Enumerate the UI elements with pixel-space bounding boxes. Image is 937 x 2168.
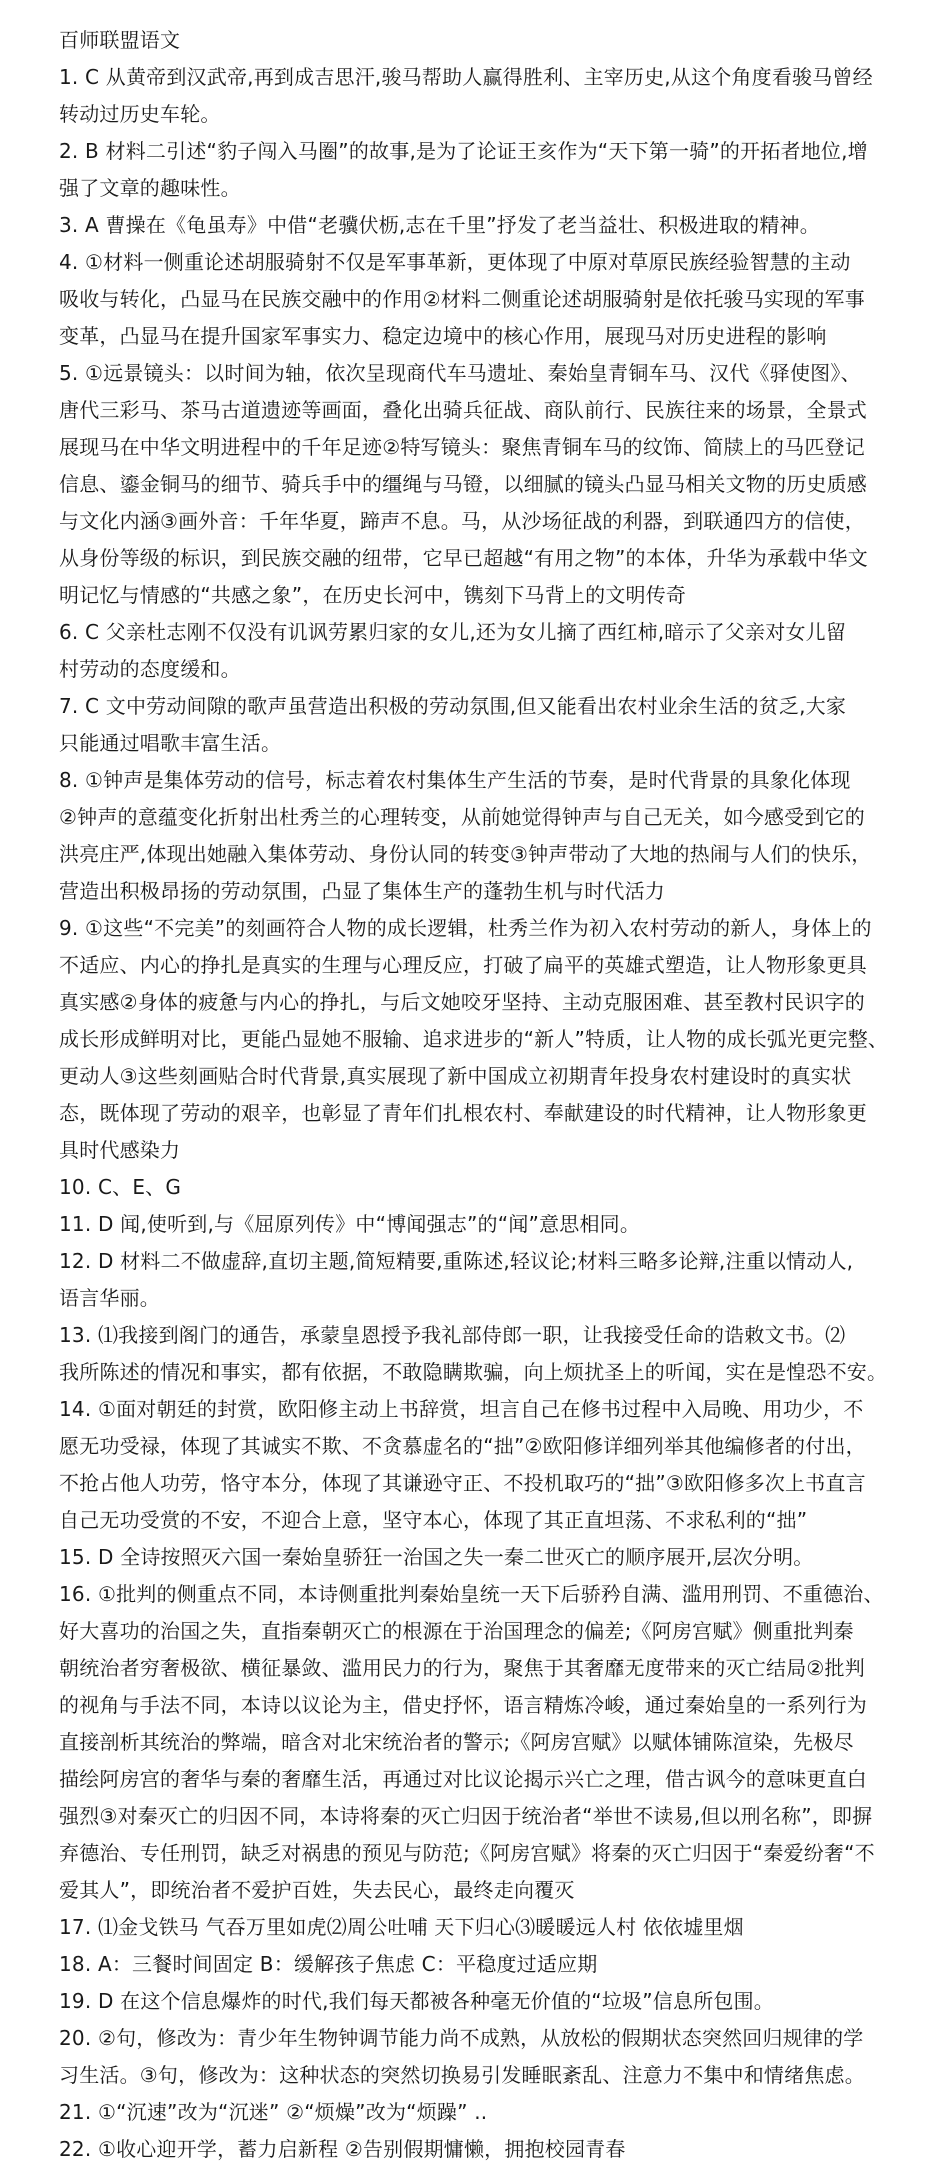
answer-item: [59, 910, 897, 1169]
answer-line: 朝统治者穷奢极欲、横征暴敛、滥用民力的行为，聚焦于其奢靡无度带来的灭亡结局②批判: [59, 1656, 865, 1680]
answer-item: [59, 133, 897, 207]
answer-item: [59, 1539, 897, 1576]
answer-line: 我所陈述的情况和事实，都有依据，不敢隐瞒欺骗，向上烦扰圣上的听闻，实在是惶恐不安。: [59, 1360, 888, 1384]
answer-item: [59, 355, 897, 614]
answer-item: [59, 1983, 897, 2020]
answer-line: 的视角与手法不同，本诗以议论为主，借史抒怀，语言精炼冷峻，通过秦始皇的一系列行为: [59, 1693, 867, 1717]
answer-line: 8. ①钟声是集体劳动的信号，标志着农村集体生产生活的节奏，是时代背景的具象化体现: [59, 768, 851, 792]
answer-item: [59, 1391, 897, 1539]
answer-line: 强了文章的趣味性。: [59, 176, 241, 200]
answer-item: [59, 1243, 897, 1317]
answer-line: 5. ①远景镜头：以时间为轴，依次呈现商代车马遗址、秦始皇青铜车马、汉代《驿使图》、: [59, 361, 861, 385]
answer-line: 转动过历史车轮。: [59, 102, 221, 126]
answer-line: 强烈③对秦灭亡的归因不同，本诗将秦的灭亡归因于统治者“举世不读易,但以刑名称”，即摒: [59, 1804, 873, 1828]
answer-line: 1. C 从黄帝到汉武帝,再到成吉思汗,骏马帮助人赢得胜利、主宰历史,从这个角度看骏马曾经: [59, 65, 873, 89]
answer-line: 4. ①材料一侧重论述胡服骑射不仅是军事革新，更体现了中原对草原民族经验智慧的主动: [59, 250, 851, 274]
answer-line: 成长形成鲜明对比，更能凸显她不服输、追求进步的“新人”特质，让人物的成长弧光更完整、: [59, 1027, 889, 1051]
answer-item: [59, 688, 897, 762]
answer-line: 洪亮庄严,体现出她融入集体劳动、身份认同的转变③钟声带动了大地的热闹与人们的快乐，: [59, 842, 872, 866]
answer-item: [59, 244, 897, 355]
answer-line: 弃德治、专任刑罚，缺乏对祸患的预见与防范;《阿房宫赋》将秦的灭亡归因于“秦爱纷奢“不: [59, 1841, 875, 1865]
answer-item: [59, 2131, 897, 2168]
answer-line: 2. B 材料二引述“豹子闯入马圈”的故事,是为了论证王亥作为“天下第一骑”的开拓者地位,增: [59, 139, 868, 163]
answer-item: [59, 1909, 897, 1946]
answer-line: 描绘阿房宫的奢华与秦的奢靡生活，再通过对比议论揭示兴亡之理，借古讽今的意味更直白: [59, 1767, 867, 1791]
answer-line: 态，既体现了劳动的艰辛，也彰显了青年们扎根农村、奉献建设的时代精神，让人物形象更: [59, 1101, 867, 1125]
answer-line: 14. ①面对朝廷的封赏，欧阳修主动上书辞赏，坦言自己在修书过程中入局晚、用功少，不: [59, 1397, 864, 1421]
answer-line: 更动人③这些刻画贴合时代背景,真实展现了新中国成立初期青年投身农村建设时的真实状: [59, 1064, 852, 1088]
answer-item: [59, 1169, 897, 1206]
answer-line: 6. C 父亲杜志刚不仅没有讥讽劳累归家的女儿,还为女儿摘了西红柿,暗示了父亲对女儿留: [59, 620, 847, 644]
answer-item: [59, 2094, 897, 2131]
answer-line: 16. ①批判的侧重点不同，本诗侧重批判秦始皇统一天下后骄矜自满、滥用刑罚、不重德治、: [59, 1582, 884, 1606]
answer-item: [59, 614, 897, 688]
answer-line: 19. D 在这个信息爆炸的时代,我们每天都被各种毫无价值的“垃圾”信息所包围。: [59, 1989, 775, 2013]
answer-line: 12. D 材料二不做虚辞,直切主题,简短精要,重陈述,轻议论;材料三略多论辩,注重以情动人,: [59, 1249, 854, 1273]
document-title: 百师联盟语文: [59, 28, 181, 52]
answer-line: 习生活。③句，修改为：这种状态的突然切换易引发睡眠紊乱、注意力不集中和情绪焦虑。: [59, 2063, 865, 2087]
answer-line: 不适应、内心的挣扎是真实的生理与心理反应，打破了扁平的英雄式塑造，让人物形象更具: [59, 953, 867, 977]
answer-line: 展现马在中华文明进程中的千年足迹②特写镜头：聚焦青铜车马的纹饰、简牍上的马匹登记: [59, 435, 865, 459]
answer-line: 语言华丽。: [59, 1286, 160, 1310]
answer-line: 吸收与转化，凸显马在民族交融中的作用②材料二侧重论述胡服骑射是依托骏马实现的军事: [59, 287, 865, 311]
answer-line: 真实感②身体的疲惫与内心的挣扎，与后文她咬牙坚持、主动克服困难、甚至教村民识字的: [59, 990, 865, 1014]
answer-line: 具时代感染力: [59, 1138, 181, 1162]
answer-line: 与文化内涵③画外音：千年华夏，蹄声不息。马，从沙场征战的利器，到联通四方的信使，: [59, 509, 865, 533]
answer-line: 好大喜功的治国之失，直指秦朝灭亡的根源在于治国理念的偏差;《阿房宫赋》侧重批判秦: [59, 1619, 854, 1643]
answer-item: [59, 1317, 897, 1391]
answer-line: 不抢占他人功劳，恪守本分，体现了其谦逊守正、不投机取巧的“拙”③欧阳修多次上书直言: [59, 1471, 866, 1495]
answer-line: 9. ①这些“不完美”的刻画符合人物的成长逻辑，杜秀兰作为初入农村劳动的新人，身体上的: [59, 916, 872, 940]
answer-line: 13. ⑴我接到阁门的通告，承蒙皇恩授予我礼部侍郎一职，让我接受任命的诰敕文书。⑵: [59, 1323, 846, 1347]
answer-line: 唐代三彩马、茶马古道遗迹等画面，叠化出骑兵征战、商队前行、民族往来的场景，全景式: [59, 398, 867, 422]
answer-line: 15. D 全诗按照灭六国一秦始皇骄狂一治国之失一秦二世灭亡的顺序展开,层次分明。: [59, 1545, 814, 1569]
answer-line: 信息、鎏金铜马的细节、骑兵手中的缰绳与马镫，以细腻的镜头凸显马相关文物的历史质感: [59, 472, 867, 496]
answer-item: [59, 59, 897, 133]
answer-line: 村劳动的态度缓和。: [59, 657, 241, 681]
answer-item: [59, 2020, 897, 2094]
answer-line: 营造出积极昂扬的劳动氛围，凸显了集体生产的蓬勃生机与时代活力: [59, 879, 665, 903]
answer-item: [59, 1946, 897, 1983]
answer-line: 变革，凸显马在提升国家军事实力、稳定边境中的核心作用，展现马对历史进程的影响: [59, 324, 827, 348]
answer-line: 自己无功受赏的不安，不迎合上意，坚守本心，体现了其正直坦荡、不求私利的“拙”: [59, 1508, 808, 1532]
answer-list: [59, 59, 897, 2168]
answer-line: 22. ①收心迎开学，蓄力启新程 ②告别假期慵懒，拥抱校园青春: [59, 2137, 626, 2161]
answer-line: 17. ⑴金戈铁马 气吞万里如虎⑵周公吐哺 天下归心⑶暖暖远人村 依依墟里烟: [59, 1915, 744, 1939]
answer-item: [59, 207, 897, 244]
answer-line: 愿无功受禄，体现了其诚实不欺、不贪慕虚名的“拙”②欧阳修详细列举其他编修者的付出，: [59, 1434, 866, 1458]
answer-line: 从身份等级的标识，到民族交融的纽带，它早已超越“有用之物”的本体，升华为承载中华文: [59, 546, 868, 570]
answer-line: 7. C 文中劳动间隙的歌声虽营造出积极的劳动氛围,但又能看出农村业余生活的贫乏,大家: [59, 694, 847, 718]
answer-line: 20. ②句，修改为：青少年生物钟调节能力尚不成熟，从放松的假期状态突然回归规律的学: [59, 2026, 864, 2050]
answer-item: [59, 1576, 897, 1909]
answer-line: 21. ①“沉速”改为“沉迷” ②“烦燥”改为“烦躁” ..: [59, 2100, 488, 2124]
answer-line: 直接剖析其统治的弊端，暗含对北宋统治者的警示;《阿房宫赋》以赋体铺陈渲染，先极尽: [59, 1730, 854, 1754]
answer-line: 18. A：三餐时间固定 B：缓解孩子焦虑 C：平稳度过适应期: [59, 1952, 598, 1976]
answer-item: [59, 1206, 897, 1243]
answer-line: 明记忆与情感的“共感之象”，在历史长河中，镌刻下马背上的文明传奇: [59, 583, 687, 607]
answer-line: 3. A 曹操在《龟虽寿》中借“老骥伏枥,志在千里”抒发了老当益壮、积极进取的精神。: [59, 213, 820, 237]
answer-line: ②钟声的意蕴变化折射出杜秀兰的心理转变，从前她觉得钟声与自己无关，如今感受到它的: [59, 805, 865, 829]
answer-line: 10. C、E、G: [59, 1175, 182, 1199]
answer-line: 11. D 闻,使听到,与《屈原列传》中“博闻强志”的“闻”意思相同。: [59, 1212, 641, 1236]
answer-item: [59, 762, 897, 910]
answer-line: 只能通过唱歌丰富生活。: [59, 731, 282, 755]
answer-line: 爱其人”，即统治者不爱护百姓，失去民心，最终走向覆灭: [59, 1878, 575, 1902]
